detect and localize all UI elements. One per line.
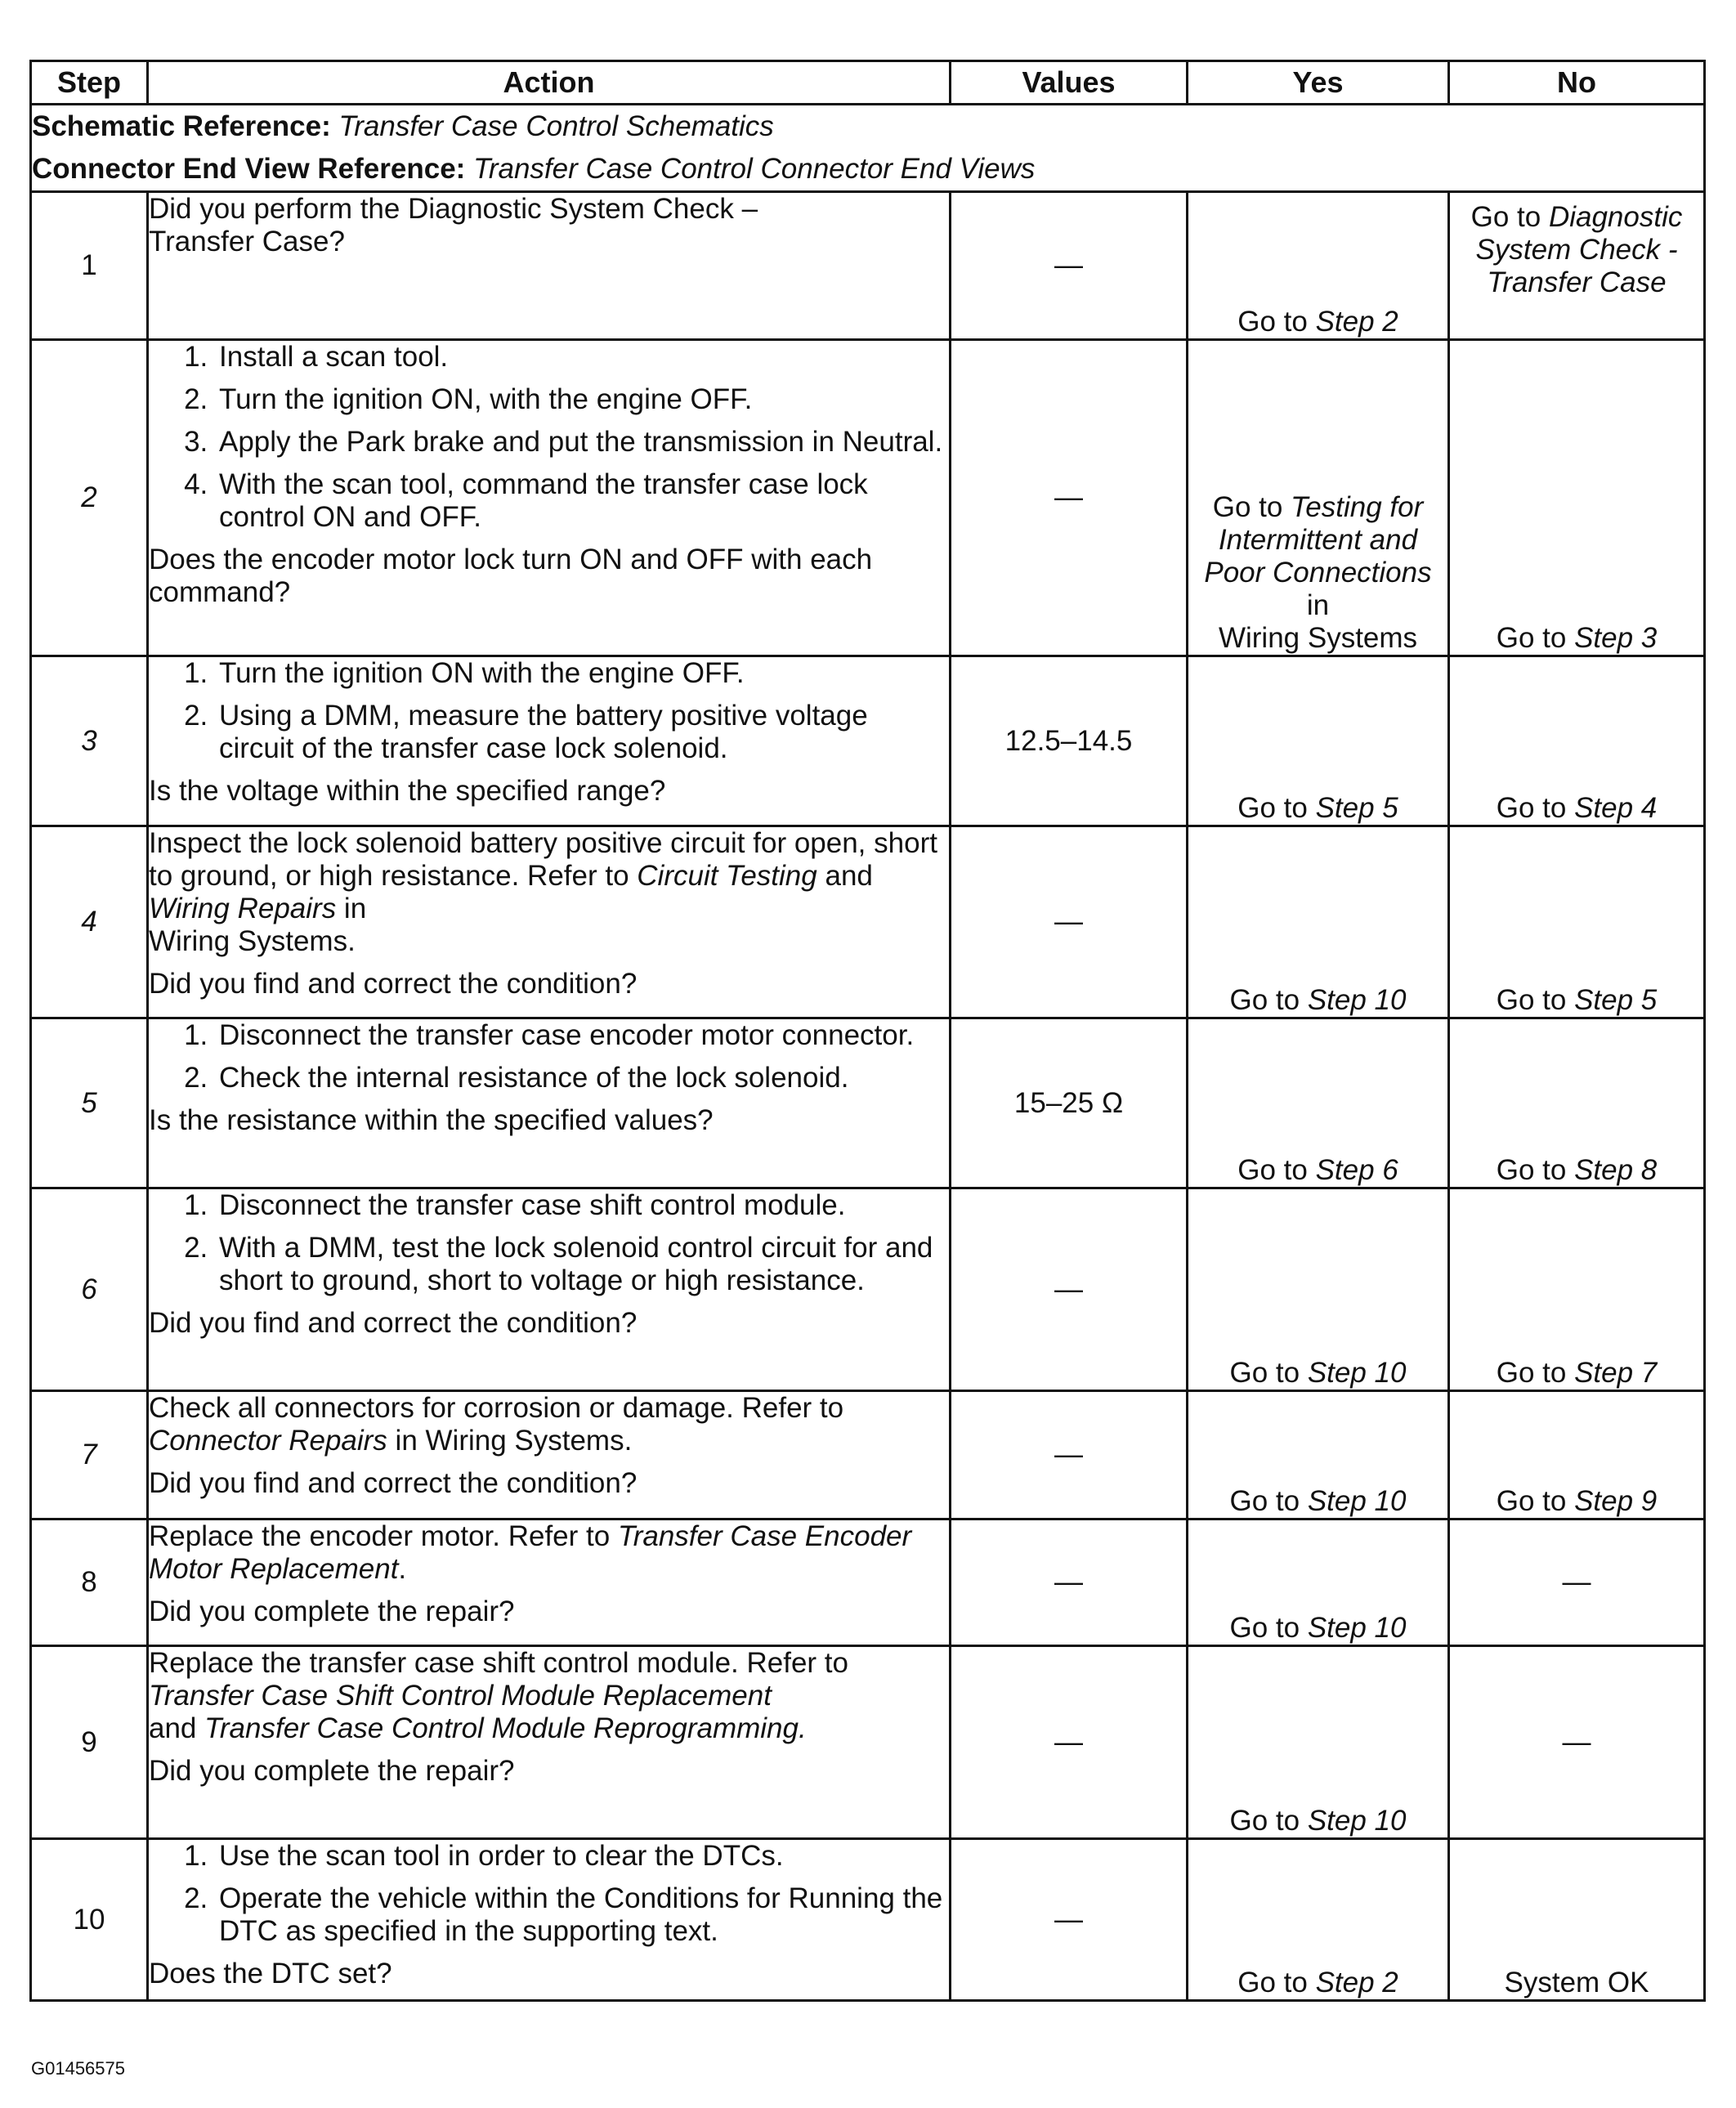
header-row xyxy=(31,61,1705,105)
header-yes: Yes xyxy=(1188,61,1449,105)
action-question: Does the encoder motor lock turn ON and OFF with each command? xyxy=(149,544,873,608)
step-number: 6 xyxy=(31,1188,148,1391)
yes-prefix: Go to xyxy=(1229,1805,1308,1837)
reference-link: Transfer Case Shift Control Module Replacement xyxy=(149,1680,772,1712)
action-text-part: in xyxy=(336,893,367,924)
values-cell: 15–25 Ω xyxy=(951,1018,1188,1188)
reference-row xyxy=(31,105,1705,192)
table-row xyxy=(31,340,1705,656)
list-item: 1. Turn the ignition ON with the engine OFF. xyxy=(216,657,949,690)
action-question: Does the DTC set? xyxy=(149,1958,392,1989)
no-cell xyxy=(1449,192,1705,340)
yes-prefix: Go to xyxy=(1212,491,1291,523)
table-row xyxy=(31,192,1705,340)
action-text: Transfer Case? xyxy=(149,226,345,257)
no-link: System Check - xyxy=(1475,234,1678,266)
values-cell: — xyxy=(951,1839,1188,2001)
yes-link: Step 10 xyxy=(1307,1485,1407,1517)
list-item: 3. Apply the Park brake and put the transmission in Neutral. xyxy=(216,426,949,459)
table-row xyxy=(31,826,1705,1018)
action-text xyxy=(149,1647,949,1745)
action-cell xyxy=(148,826,951,1018)
table-row xyxy=(31,1018,1705,1188)
list-item: 2. With a DMM, test the lock solenoid control circuit for and short to ground, short to voltage or high resistance. xyxy=(216,1232,949,1297)
step-number: 3 xyxy=(31,656,148,826)
list-item: 2. Check the internal resistance of the lock solenoid. xyxy=(216,1062,949,1094)
no-link: Step 4 xyxy=(1574,792,1658,824)
reference-link: Connector Repairs xyxy=(149,1425,387,1457)
yes-cell xyxy=(1188,1018,1449,1188)
step-number: 4 xyxy=(31,826,148,1018)
action-question: Is the resistance within the specified values? xyxy=(149,1104,714,1136)
action-list xyxy=(149,341,949,534)
yes-prefix: Go to xyxy=(1229,1357,1308,1389)
list-item: 2. Turn the ignition ON, with the engine OFF. xyxy=(216,383,949,416)
action-cell xyxy=(148,1188,951,1391)
yes-prefix: Go to xyxy=(1237,792,1316,824)
list-item: 2. Using a DMM, measure the battery positive voltage circuit of the transfer case lock solenoid. xyxy=(216,700,949,765)
no-cell xyxy=(1449,826,1705,1018)
action-question: Did you complete the repair? xyxy=(149,1755,515,1787)
action-text-part: Inspect the lock solenoid battery positive circuit for open, short to ground, or high resistance. Refer to xyxy=(149,827,937,892)
yes-link: Step 10 xyxy=(1307,984,1407,1016)
table-row xyxy=(31,656,1705,826)
yes-suffix: Wiring Systems xyxy=(1218,622,1418,654)
action-question: Did you find and correct the condition? xyxy=(149,968,638,1000)
step-number: 5 xyxy=(31,1018,148,1188)
yes-in: in xyxy=(1306,589,1330,621)
connector-reference xyxy=(32,148,1703,190)
connector-reference-value: Transfer Case Control Connector End Views xyxy=(473,153,1036,185)
step-number: 10 xyxy=(31,1839,148,2001)
no-prefix: Go to xyxy=(1496,984,1575,1016)
no-link: Transfer Case xyxy=(1487,266,1667,298)
action-cell xyxy=(148,340,951,656)
reference-link: Wiring Repairs xyxy=(149,893,337,924)
table-row xyxy=(31,1646,1705,1839)
schematic-reference-value: Transfer Case Control Schematics xyxy=(338,110,774,142)
no-link: Diagnostic xyxy=(1548,201,1683,233)
list-item: 1. Disconnect the transfer case encoder motor connector. xyxy=(216,1019,949,1052)
no-cell: System OK xyxy=(1449,1839,1705,2001)
table-row xyxy=(31,1519,1705,1646)
table-row xyxy=(31,1391,1705,1519)
no-cell xyxy=(1449,1391,1705,1519)
diagnostic-table xyxy=(29,60,1706,2002)
yes-cell xyxy=(1188,192,1449,340)
list-item: 1. Install a scan tool. xyxy=(216,341,949,374)
action-question: Is the voltage within the specified range? xyxy=(149,775,666,807)
action-question: Did you find and correct the condition? xyxy=(149,1467,638,1499)
header-no: No xyxy=(1449,61,1705,105)
no-link: Step 5 xyxy=(1574,984,1658,1016)
yes-prefix: Go to xyxy=(1229,984,1308,1016)
yes-cell xyxy=(1188,826,1449,1018)
values-cell: — xyxy=(951,1646,1188,1839)
action-text-part: . xyxy=(398,1553,407,1585)
no-prefix: Go to xyxy=(1496,1357,1575,1389)
yes-cell xyxy=(1188,340,1449,656)
no-cell xyxy=(1449,656,1705,826)
no-cell: — xyxy=(1449,1646,1705,1839)
no-cell xyxy=(1449,1018,1705,1188)
action-text xyxy=(149,827,949,958)
step-number: 7 xyxy=(31,1391,148,1519)
header-step: Step xyxy=(31,61,148,105)
no-prefix: Go to xyxy=(1496,792,1575,824)
yes-cell xyxy=(1188,1391,1449,1519)
action-list xyxy=(149,1019,949,1094)
action-text-part: and xyxy=(817,860,873,892)
no-link: Step 7 xyxy=(1574,1357,1658,1389)
yes-link: Poor Connections xyxy=(1204,557,1432,589)
no-link: Step 3 xyxy=(1574,622,1658,654)
yes-link: Step 10 xyxy=(1307,1357,1407,1389)
step-number: 1 xyxy=(31,192,148,340)
list-item: 2. Operate the vehicle within the Conditions for Running the DTC as specified in the supporting text. xyxy=(216,1882,949,1948)
values-cell: — xyxy=(951,340,1188,656)
yes-link: Step 10 xyxy=(1307,1612,1407,1644)
yes-link: Step 5 xyxy=(1315,792,1398,824)
step-number: 9 xyxy=(31,1646,148,1839)
table-row xyxy=(31,1839,1705,2001)
no-link: Step 9 xyxy=(1574,1485,1658,1517)
yes-cell xyxy=(1188,1188,1449,1391)
step-number: 8 xyxy=(31,1519,148,1646)
yes-link: Testing for xyxy=(1291,491,1424,523)
action-cell xyxy=(148,1018,951,1188)
action-text-part: Wiring Systems. xyxy=(149,925,356,957)
yes-prefix: Go to xyxy=(1237,1967,1316,1998)
values-cell: — xyxy=(951,1188,1188,1391)
action-question: Did you find and correct the condition? xyxy=(149,1307,638,1339)
action-list xyxy=(149,657,949,765)
yes-cell xyxy=(1188,1839,1449,2001)
connector-reference-label: Connector End View Reference: xyxy=(32,153,466,185)
action-text-part: Check all connectors for corrosion or damage. Refer to xyxy=(149,1392,844,1424)
action-cell xyxy=(148,1519,951,1646)
figure-id: G01456575 xyxy=(31,2058,125,2079)
reference-link: Transfer Case Control Module Reprogramming xyxy=(204,1712,799,1744)
values-cell: — xyxy=(951,1391,1188,1519)
header-values: Values xyxy=(951,61,1188,105)
yes-cell xyxy=(1188,1519,1449,1646)
action-text xyxy=(149,1392,949,1457)
action-cell xyxy=(148,192,951,340)
header-action: Action xyxy=(148,61,951,105)
yes-cell xyxy=(1188,1646,1449,1839)
list-item: 1. Disconnect the transfer case shift control module. xyxy=(216,1189,949,1222)
no-prefix: Go to xyxy=(1496,1485,1575,1517)
schematic-reference xyxy=(32,105,1703,148)
values-cell: 12.5–14.5 xyxy=(951,656,1188,826)
reference-cell xyxy=(31,105,1705,192)
schematic-reference-label: Schematic Reference: xyxy=(32,110,331,142)
no-cell: — xyxy=(1449,1519,1705,1646)
action-question: Did you complete the repair? xyxy=(149,1596,515,1627)
values-cell: — xyxy=(951,826,1188,1018)
action-list xyxy=(149,1840,949,1948)
values-cell: — xyxy=(951,1519,1188,1646)
yes-link: Step 2 xyxy=(1315,1967,1398,1998)
action-text: Did you perform the Diagnostic System Check – xyxy=(149,193,758,225)
action-text xyxy=(149,1520,949,1586)
yes-prefix: Go to xyxy=(1229,1612,1308,1644)
yes-link: Step 2 xyxy=(1315,306,1398,338)
action-cell xyxy=(148,1839,951,2001)
list-item: 4. With the scan tool, command the transfer case lock control ON and OFF. xyxy=(216,468,949,534)
yes-prefix: Go to xyxy=(1237,306,1316,338)
action-text-part: . xyxy=(799,1712,807,1744)
action-cell xyxy=(148,656,951,826)
no-link: Step 8 xyxy=(1574,1154,1658,1186)
no-cell xyxy=(1449,1188,1705,1391)
action-text-part: in Wiring Systems. xyxy=(387,1425,633,1457)
action-cell xyxy=(148,1646,951,1839)
yes-link: Step 10 xyxy=(1307,1805,1407,1837)
action-text-part: Replace the transfer case shift control module. Refer to xyxy=(149,1647,848,1679)
reference-link: Circuit Testing xyxy=(637,860,817,892)
action-cell xyxy=(148,1391,951,1519)
action-text-part: and xyxy=(149,1712,205,1744)
no-prefix: Go to xyxy=(1470,201,1549,233)
no-prefix: Go to xyxy=(1496,1154,1575,1186)
yes-link: Intermittent and xyxy=(1218,524,1418,556)
values-cell: — xyxy=(951,192,1188,340)
yes-link: Step 6 xyxy=(1315,1154,1398,1186)
yes-prefix: Go to xyxy=(1237,1154,1316,1186)
table-row xyxy=(31,1188,1705,1391)
reference-link: Transfer Case Encoder Motor Replacement xyxy=(149,1520,912,1585)
list-item: 1. Use the scan tool in order to clear the DTCs. xyxy=(216,1840,949,1873)
yes-prefix: Go to xyxy=(1229,1485,1308,1517)
action-text-part: Replace the encoder motor. Refer to xyxy=(149,1520,618,1552)
no-cell xyxy=(1449,340,1705,656)
no-prefix: Go to xyxy=(1496,622,1575,654)
action-list xyxy=(149,1189,949,1297)
yes-cell xyxy=(1188,656,1449,826)
step-number: 2 xyxy=(31,340,148,656)
